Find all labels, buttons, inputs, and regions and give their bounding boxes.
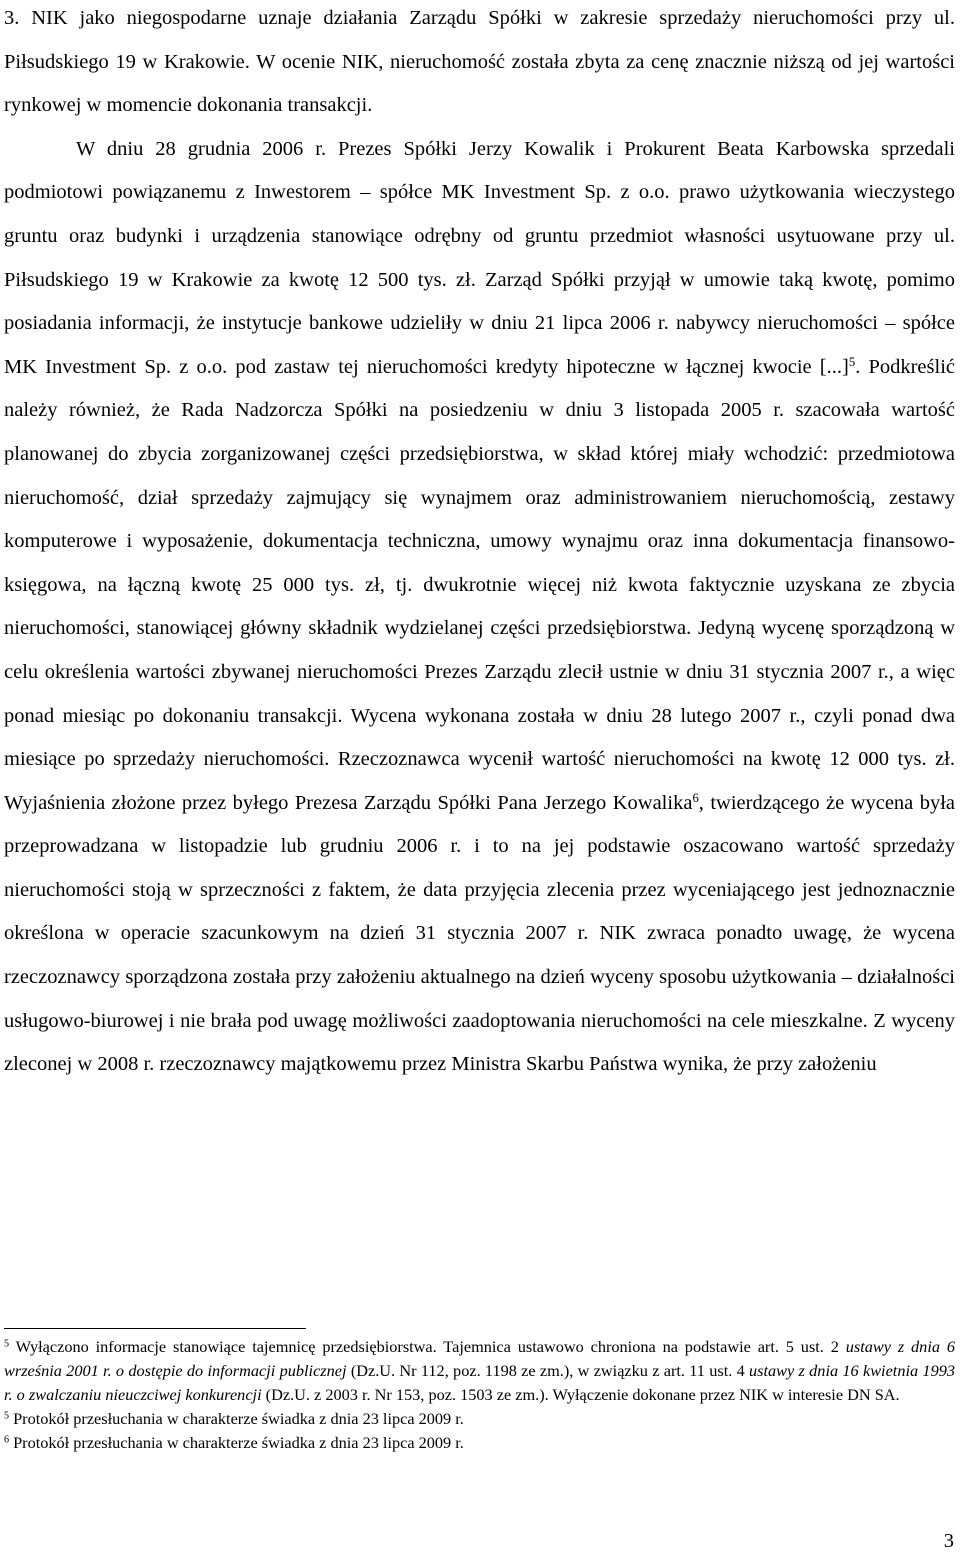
footnotes (4, 1335, 955, 1455)
paragraph-sale-text-c: , twierdzącego że wycena była przeprowadzana w listopadzie lub grudniu 2006 r. i to na jej podstawie oszacowano wartość sprzedaży nieruchomości stoją w sprzeczności z faktem, że data przyjęcia zlecenia przez wyceniającego jest jednoznacznie określona w operacie szacunkowym na dzień 31 stycznia 2007 r. NIK zwraca ponadto uwagę, że wycena rzeczoznawcy sporządzona została przy założeniu aktualnego na dzień wyceny sposobu użytkowania – działalności usługowo-biurowej i nie brała pod uwagę możliwości zaadoptowania nieruchomości na cele mieszkalne. Z wyceny zleconej w 2008 r. rzeczoznawcy majątkowemu przez Ministra Skarbu Państwa wynika, że przy założeniu (4, 791, 955, 1076)
footnote-ref-6[interactable]: 6 (692, 790, 699, 805)
footnote-1-number: 5 (4, 1338, 10, 1350)
paragraph-sale (4, 128, 955, 1087)
footnote-separator (4, 1328, 306, 1329)
paragraph-sale-text-a: W dniu 28 grudnia 2006 r. Prezes Spółki Jerzy Kowalik i Prokurent Beata Karbowska sprzedali podmiotowi powiązanemu z Inwestorem – spółce MK Investment Sp. z o.o. prawo użytkowania wieczystego gruntu oraz budynki i urządzenia stanowiące odrębny od gruntu przedmiot własności usytuowane przy ul. Piłsudskiego 19 w Krakowie za kwotę 12 500 tys. zł. Zarząd Spółki przyjął w umowie taką kwotę, pomimo posiadania informacji, że instytucje bankowe udzieliły w dniu 21 lipca 2006 r. nabywcy nieruchomości – spółce MK Investment Sp. z o.o. pod zastaw tej nieruchomości kredyty hipoteczne w łącznej kwocie [...] (4, 137, 955, 378)
page-number: 3 (943, 1530, 954, 1552)
paragraph-3 (4, 0, 955, 128)
main-text (4, 0, 955, 1087)
paragraph-sale-text-b: . Podkreślić należy również, że Rada Nadzorcza Spółki na posiedzeniu w dniu 3 listopada 2005 r. szacowała wartość planowanej do zbycia zorganizowanej części przedsiębiorstwa, w skład której miały wchodzić: przedmiotowa nieruchomość, dział sprzedaży zajmujący się wynajmem oraz administrowaniem nieruchomością, zestawy komputerowe i wyposażenie, dokumentacja techniczna, umowy wynajmu oraz inna dokumentacja finansowo-księgowa, na łączną kwotę 25 000 tys. zł, tj. dwukrotnie więcej niż kwota faktycznie uzyskana ze zbycia nieruchomości, stanowiącej główny składnik wydzielanej części przedsiębiorstwa. Jedyną wycenę sporządzoną w celu określenia wartości zbywanej nieruchomości Prezes Zarządu zlecił ustnie w dniu 31 stycznia 2007 r., a więc ponad miesiąc po dokonaniu transakcji. Wycena wykonana została w dniu 28 lutego 2007 r., czyli ponad dwa miesiące po sprzedaży nieruchomości. Rzeczoznawca wycenił wartość nieruchomości na kwotę 12 000 tys. zł. Wyjaśnienia złożone przez byłego Prezesa Zarządu Spółki Pana Jerzego Kowalika (4, 355, 955, 814)
footnote-2-number: 5 (4, 1410, 10, 1422)
paragraph-3-text: 3. NIK jako niegospodarne uznaje działania Zarządu Spółki w zakresie sprzedaży nieruchomości przy ul. Piłsudskiego 19 w Krakowie. W ocenie NIK, nieruchomość została zbyta za cenę znacznie niższą od jej wartości rynkowej w momencie dokonania transakcji. (4, 7, 955, 117)
footnote-3-number: 6 (4, 1434, 10, 1446)
footnote-ref-5[interactable]: 5 (848, 354, 856, 369)
footnote-2: $^5$ Protokół przesłuchania w charakterze świadka z dnia 23 lipca 2009 r. (4, 1409, 464, 1428)
footnote-3: $^6$ Protokół przesłuchania w charakterze świadka z dnia 23 lipca 2009 r. (4, 1433, 464, 1452)
footnote-1: $^5$ Wyłączono informacje stanowiące tajemnicę przedsiębiorstwa. Tajemnica ustawowo chroniona na podstawie art. 5 ust. 2 ustawy z dnia 6 września 2001 r. o dostępie do informacji publicznej (Dz.U. Nr 112, poz. 1198 ze zm.), w związku z art. 11 ust. 4 ustawy z dnia 16 kwietnia 1993 r. o zwalczaniu nieuczciwej konkurencji (Dz.U. z 2003 r. Nr 153, poz. 1503 ze zm.). Wyłączenie dokonane przez NIK w interesie DN SA. (4, 1337, 955, 1404)
